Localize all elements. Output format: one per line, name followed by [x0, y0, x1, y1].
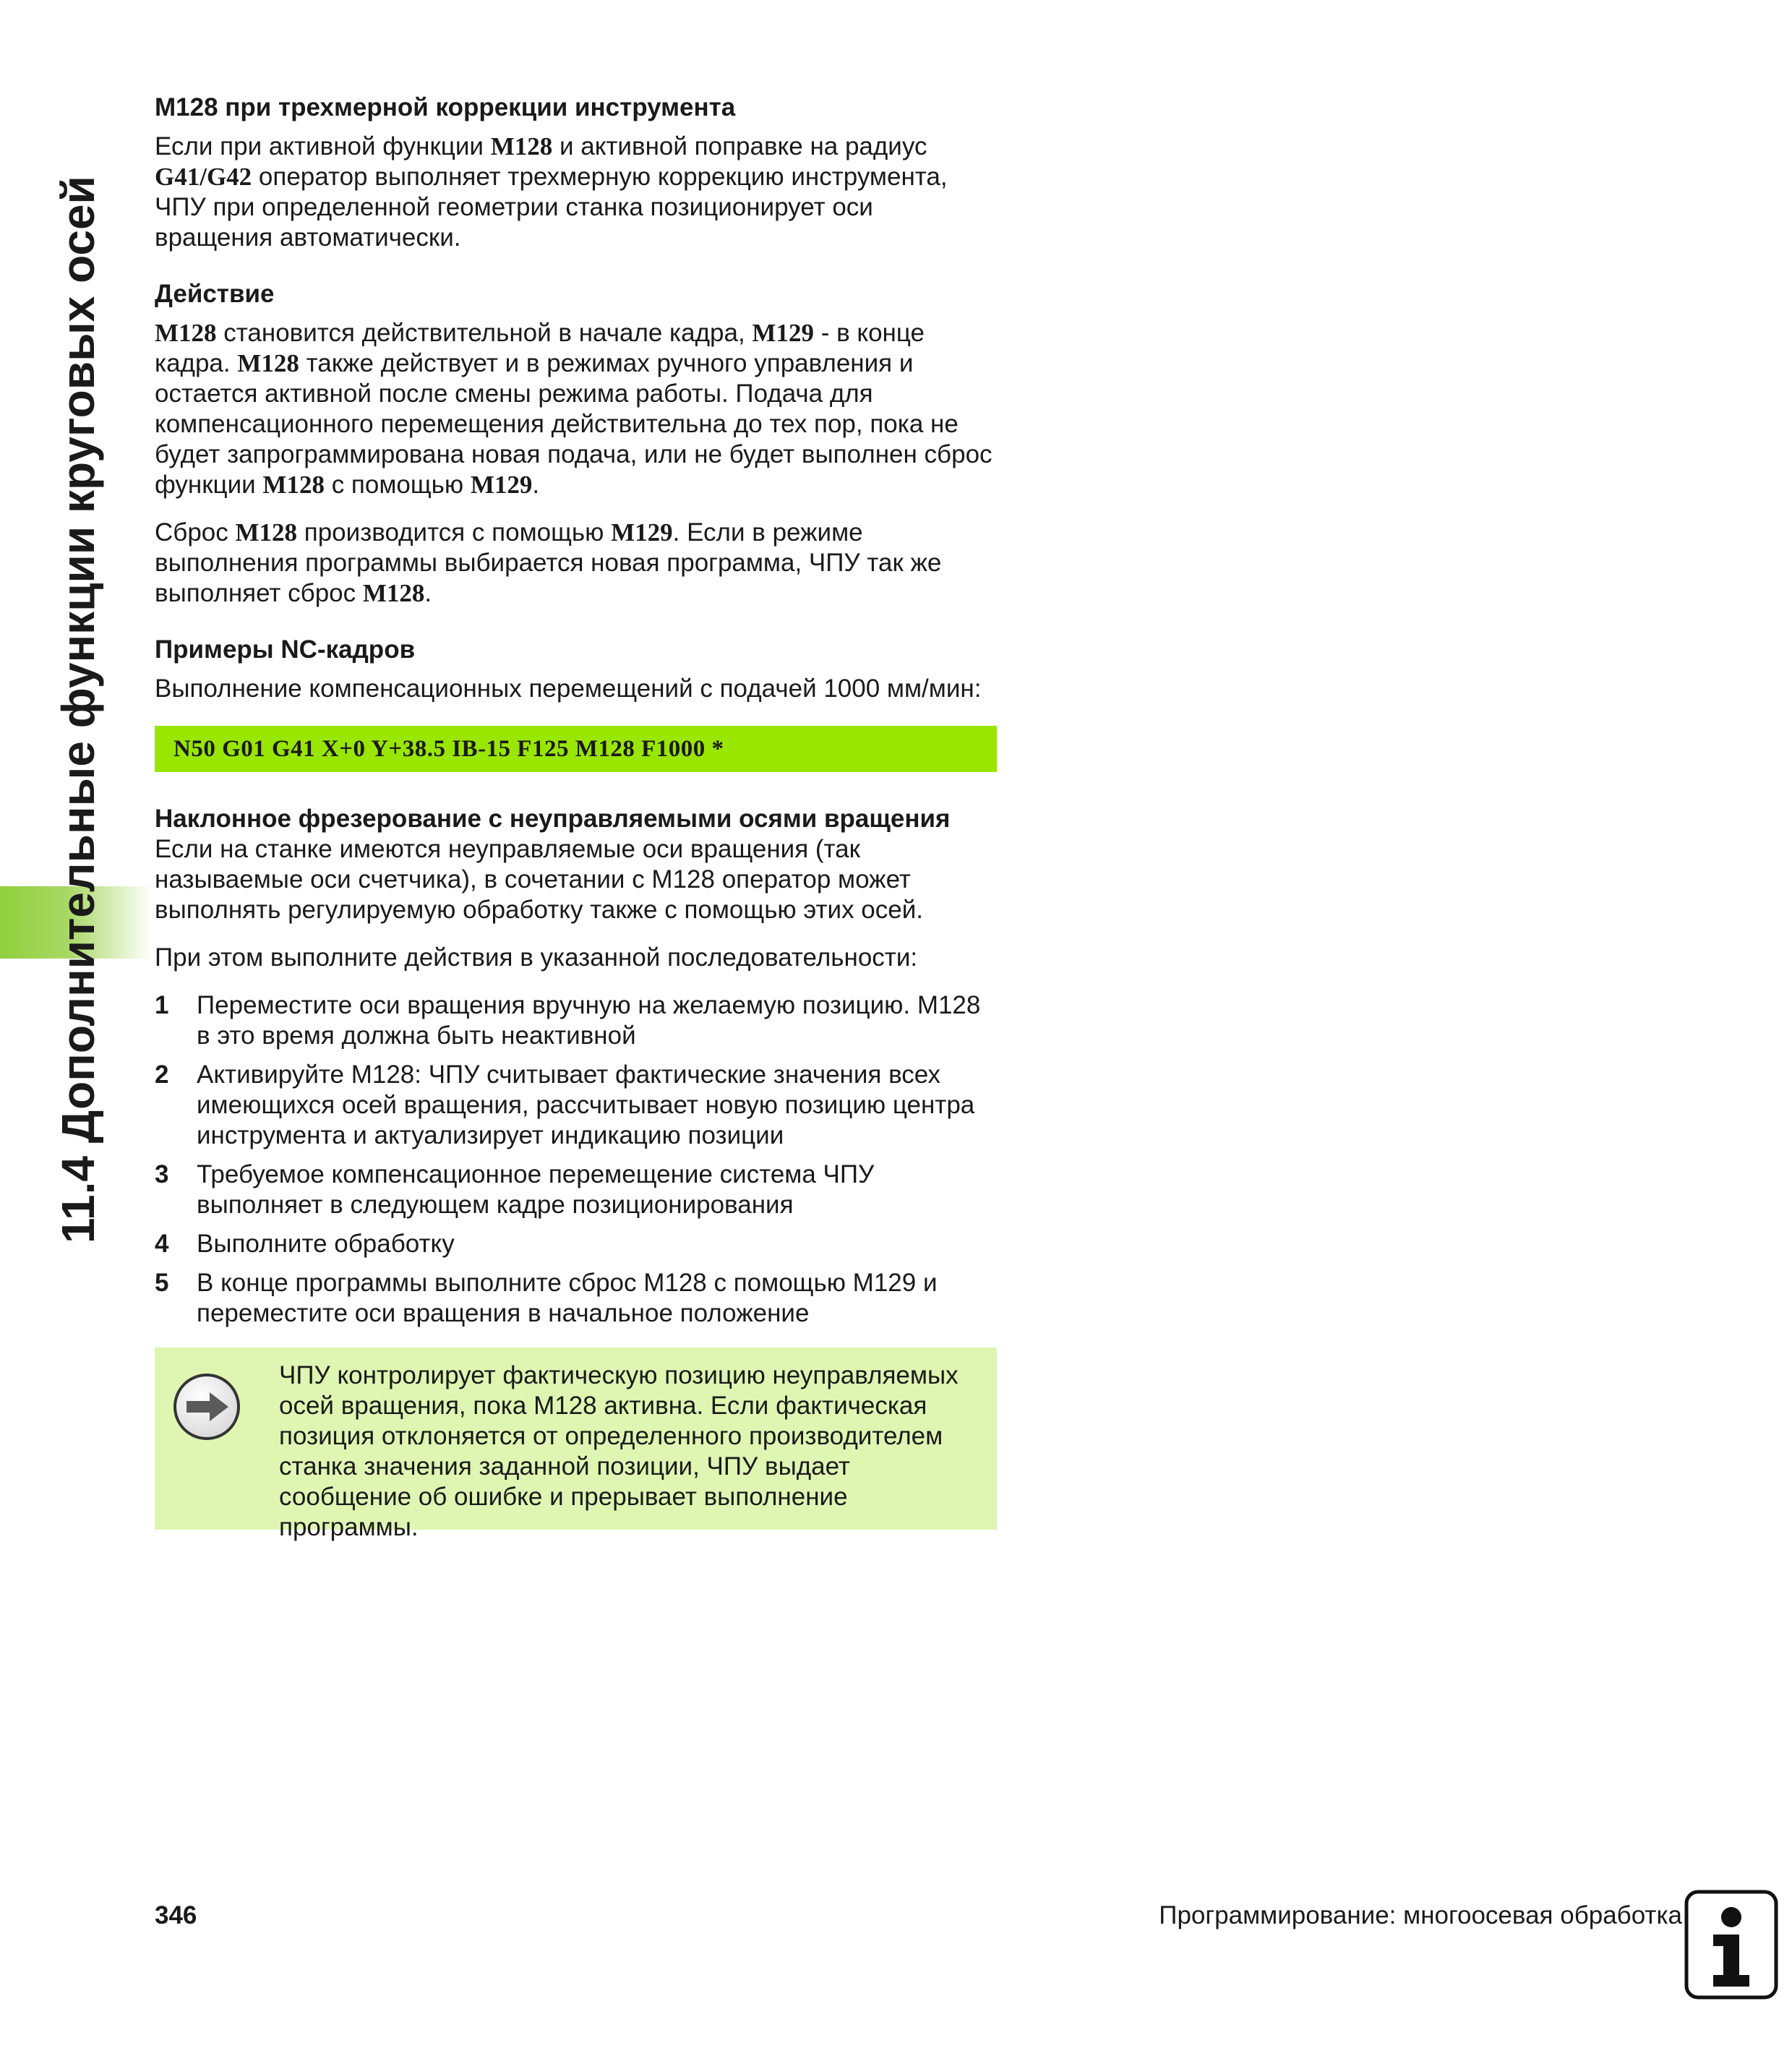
- section-heading-nc-examples: Примеры NC-кадров: [155, 635, 416, 664]
- section-paragraph-tilted-milling-1: Если на станке имеются неуправляемые оси вращения (так называемые оси счетчика), в сочетании с M128 оператор может выполнять регулируемую обработку также с помощью этих осей.: [155, 835, 924, 924]
- section-paragraph-m128-3d: Если при активной функции M128 и активной поправке на радиус G41/G42 оператор выполняет трехмерную коррекцию инструмента, ЧПУ при определенной геометрии станка позиционирует оси вращения автоматически.: [155, 132, 948, 252]
- section-paragraph-action-2: Сброс M128 производится с помощью M129. Если в режиме выполнения программы выбирается новая программа, ЧПУ так же выполняет сброс M128.: [155, 518, 942, 607]
- note-text: ЧПУ контролирует фактическую позицию неуправляемых осей вращения, пока M128 активна. Если фактическая позиция отклоняется от определенного производителем станка значения заданной позиции, ЧПУ выдает сообщение об ошибке и прерывает выполнение программы.: [279, 1361, 959, 1541]
- section-paragraph-tilted-milling-2: При этом выполните действия в указанной последовательности:: [155, 943, 918, 972]
- list-item: 5 В конце программы выполните сброс M128 с помощью M129 и переместите оси вращения в начальное положение: [155, 1269, 938, 1327]
- footer-chapter-title: Программирование: многоосевая обработка: [1159, 1901, 1682, 1929]
- steps-list: [155, 990, 997, 1329]
- section-heading-action: Действие: [155, 280, 275, 308]
- list-item: 4 Выполните обработку: [155, 1230, 455, 1258]
- section-heading-m128-3d: M128 при трехмерной коррекции инструмента: [155, 93, 736, 121]
- list-item: 3 Требуемое компенсационное перемещение система ЧПУ выполняет в следующем кадре позиционирования: [155, 1160, 875, 1219]
- note-box: [155, 1348, 997, 1541]
- list-item: 1 Переместите оси вращения вручную на желаемую позицию. M128 в это время должна быть неактивной: [155, 991, 981, 1050]
- arrow-right-icon: [172, 1372, 241, 1441]
- list-item: 2 Активируйте M128: ЧПУ считывает фактические значения всех имеющихся осей вращения, рассчитывает новую позицию центра инструмента и актуализирует индикацию позиции: [155, 1061, 975, 1149]
- section-heading-tilted-milling: Наклонное фрезерование с неуправляемыми осями вращения: [155, 805, 951, 833]
- section-paragraph-action-1: M128 становится действительной в начале кадра, M129 - в конце кадра. M128 также действует и в режимах ручного управления и остается активной после смены режима работы. Подача для компенсационного перемещения действительна до тех пор, пока не будет запрограммирована новая подача, или не будет выполнен сброс функции M128 с помощью M129.: [155, 319, 993, 499]
- nc-code-block: N50 G01 G41 X+0 Y+38.5 IB-15 F125 M128 F1000 *: [155, 726, 997, 772]
- page-number: 346: [155, 1901, 197, 1929]
- chapter-side-title: 11.4 Дополнительные функции круговых осей: [52, 176, 104, 1243]
- page-content: [155, 93, 997, 1541]
- info-icon[interactable]: [1684, 1890, 1778, 2000]
- section-paragraph-nc-examples: Выполнение компенсационных перемещений с подачей 1000 мм/мин:: [155, 674, 982, 703]
